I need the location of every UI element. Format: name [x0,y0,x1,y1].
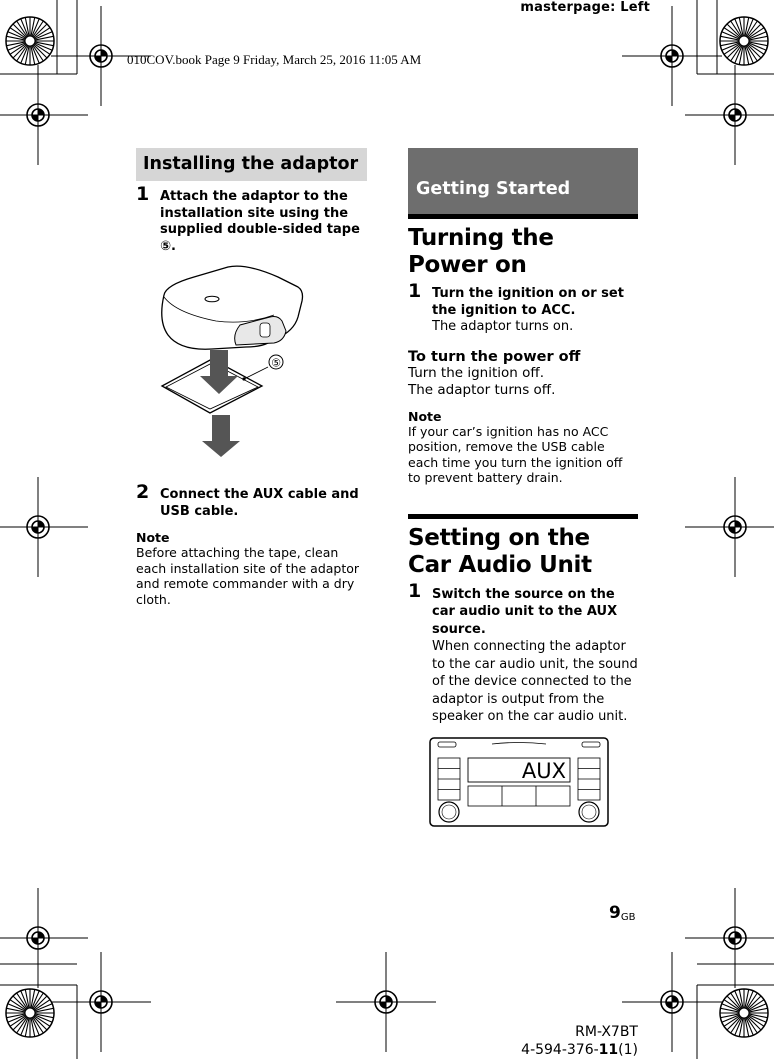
page-number-suffix: GB [620,912,636,923]
subheading-power-off: To turn the power off [408,348,581,365]
section-title-power: Turning the Power on [408,225,554,278]
section-rule [408,514,638,519]
figure-callout-label: ⑤ [271,356,281,370]
install-step-2 [136,481,367,520]
adaptor-device-illustration [162,266,303,349]
right-column [408,148,638,832]
starburst-bottom-left [6,989,54,1037]
note-text: Before attaching the tape, clean each installation site of the adaptor and remote commander with a dry cloth. [136,545,360,607]
note-label: Note [408,408,442,424]
step-number: 2 [136,481,150,503]
step-number: 1 [408,579,422,602]
step-text: Connect the AUX cable and USB cable. [160,487,359,519]
adaptor-installation-figure [136,255,367,475]
book-info-line: 010COV.book Page 9 Friday, March 25, 2016 11:05 AM [127,52,422,67]
note-label: Note [136,530,170,545]
masterpage-label: masterpage: Left [520,0,650,15]
setting-step-1 [408,579,638,726]
car-audio-unit-figure [408,732,638,832]
model-number: RM-X7BT [575,1024,638,1040]
page-number [609,903,635,923]
starburst-top-left [6,17,54,65]
part-prefix: 4-594-376- [521,1042,599,1058]
left-column [136,148,367,607]
aux-display-text: AUX [521,758,566,783]
model-info [521,1023,638,1059]
band-title: Getting Started [416,179,571,199]
starburst-top-right [720,17,768,65]
step-number: 1 [136,183,150,205]
step-result: The adaptor turns on. [432,319,574,334]
starburst-bottom-right [720,989,768,1037]
step-text: Turn the ignition on or set the ignition to ACC. [432,286,624,318]
step-text: Attach the adaptor to the installation site using the supplied double-sided tape ⑤. [160,189,360,254]
page-number-value: 9 [609,903,621,923]
section-title-setting: Setting on the Car Audio Unit [408,524,592,578]
power-step-1 [408,280,638,336]
power-off-line-2: The adaptor turns off. [408,382,556,398]
part-bold: 11 [598,1042,619,1058]
step-number: 1 [408,280,422,302]
power-off-line-1: Turn the ignition off. [408,364,544,381]
part-number [521,1041,638,1059]
note-text: If your car’s ignition has no ACC position, remove the USB cable each time you turn the ignition off to prevent battery drain. [408,423,623,485]
step-result: When connecting the adaptor to the car audio unit, the sound of the device connected to the adaptor is output from the speaker on the car audio unit. [432,639,638,724]
install-step-1 [136,183,367,255]
step-text: Switch the source on the car audio unit to the AUX source. [432,586,618,637]
arrow-down-icon [202,415,240,457]
section-title-installing: Installing the adaptor [136,148,367,181]
getting-started-band [408,148,638,219]
part-suffix: (1) [618,1042,638,1058]
